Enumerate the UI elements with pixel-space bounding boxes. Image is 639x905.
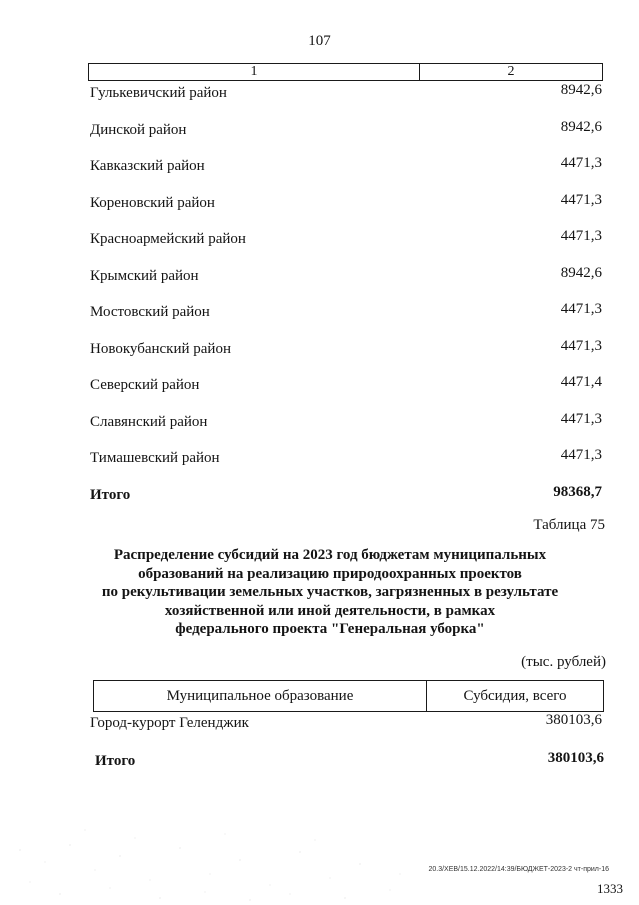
table2-total-row <box>95 750 604 770</box>
row-value: 4471,3 <box>560 301 602 317</box>
row-value: 8942,6 <box>560 265 602 281</box>
table-row <box>90 411 602 431</box>
table2-header-municipality: Муниципальное образование <box>94 681 427 711</box>
units-label: (тыс. рублей) <box>521 654 606 670</box>
table-row <box>90 265 602 285</box>
row-name: Динской район <box>90 122 187 138</box>
table1-total-row <box>90 484 602 504</box>
row-value: 4471,4 <box>560 374 602 390</box>
row-name: Северский район <box>90 377 200 393</box>
footer-page-number: 1333 <box>597 881 623 896</box>
total-value: 380103,6 <box>547 750 604 766</box>
scan-noise <box>0 790 639 905</box>
title-line: хозяйственной или иной деятельности, в рамках <box>164 602 496 619</box>
table-row <box>90 119 602 139</box>
row-value: 4471,3 <box>560 192 602 208</box>
row-value: 4471,3 <box>560 228 602 244</box>
page-number: 107 <box>308 33 331 49</box>
row-name: Кавказский район <box>90 158 205 174</box>
row-value: 4471,3 <box>560 447 602 463</box>
table2-header-subsidy: Субсидия, всего <box>463 688 567 704</box>
row-value: 8942,6 <box>560 82 602 98</box>
row-name: Славянский район <box>90 414 208 430</box>
row-name: Мостовский район <box>90 304 210 320</box>
total-value: 98368,7 <box>553 484 602 500</box>
table-row <box>90 228 602 248</box>
footer-code: 20.3/ХЕВ/15.12.2022/14:39/БЮДЖЕТ-2023-2 чт-прил-16 <box>428 866 609 873</box>
table-title <box>60 546 600 639</box>
title-line: Распределение субсидий на 2023 год бюджетам муниципальных <box>113 547 547 563</box>
row-name: Кореновский район <box>90 195 215 211</box>
row-name: Город-курорт Геленджик <box>90 715 249 731</box>
table-row <box>90 82 602 102</box>
row-name: Гулькевичский район <box>90 85 227 101</box>
table1-header <box>88 63 603 81</box>
title-line: образований на реализацию природоохранных проектов <box>138 565 522 582</box>
total-label: Итого <box>90 487 131 503</box>
row-name: Тимашевский район <box>90 450 220 466</box>
row-value: 4471,3 <box>560 411 602 427</box>
table1-header-col2: 2 <box>507 64 515 79</box>
row-name: Новокубанский район <box>90 341 231 357</box>
table2-header <box>93 680 604 712</box>
table-row <box>90 155 602 175</box>
row-name: Крымский район <box>90 268 199 284</box>
table-row <box>90 301 602 321</box>
table-row <box>90 192 602 212</box>
title-line: федерального проекта "Генеральная уборка" <box>175 621 485 637</box>
table-row <box>90 338 602 358</box>
table-row <box>90 374 602 394</box>
table1-header-col1: 1 <box>89 64 420 80</box>
row-name: Красноармейский район <box>90 231 246 247</box>
total-label: Итого <box>95 753 136 769</box>
table-number: Таблица 75 <box>533 517 605 533</box>
row-value: 8942,6 <box>560 119 602 135</box>
row-value: 4471,3 <box>560 338 602 354</box>
table-row <box>90 712 602 732</box>
row-value: 4471,3 <box>560 155 602 171</box>
table-row <box>90 447 602 467</box>
row-value: 380103,6 <box>545 712 602 728</box>
title-line: по рекультивации земельных участков, загрязненных в результате <box>101 584 559 600</box>
